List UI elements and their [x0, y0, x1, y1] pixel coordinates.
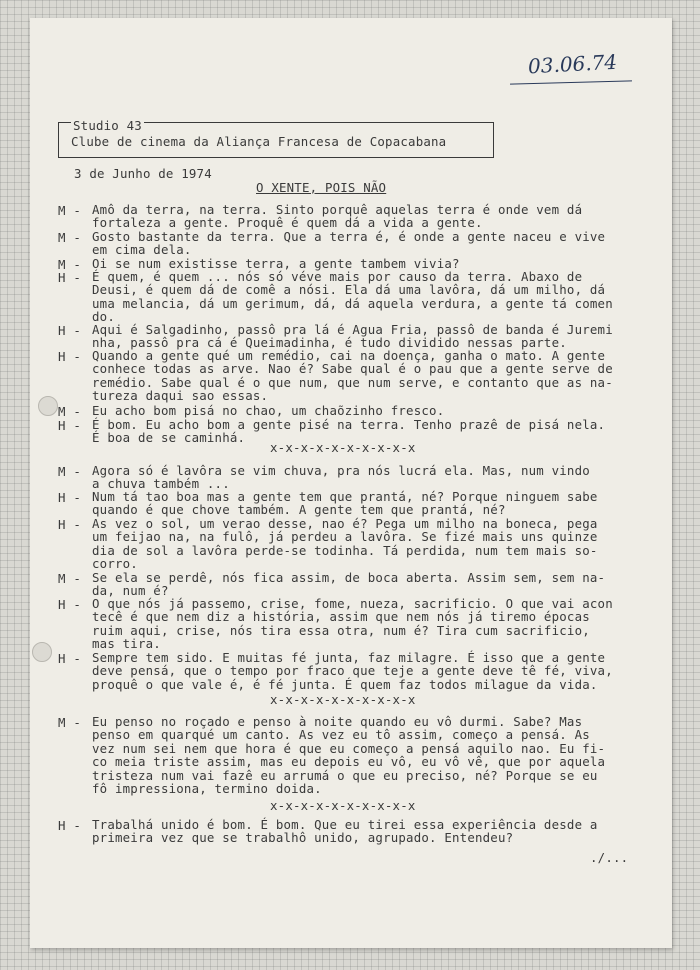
- speaker-label: H -: [58, 818, 81, 833]
- transcript-line: fô impressiona, termino doida.: [92, 781, 322, 796]
- transcript-line: tristeza num vai fazê eu arrumá o que eu preciso, né? Porque se eu: [92, 767, 598, 783]
- transcript-line: Gosto bastante da terra. Que a terra é, é onde a gente naceu e vive: [92, 229, 606, 244]
- transcript-line: Aqui é Salgadinho, passô pra lá é Agua Fria, passô de banda é Juremi: [92, 322, 613, 337]
- speaker-label: M -: [58, 203, 81, 218]
- punch-hole: [32, 642, 52, 662]
- transcript-line: tecê é que nem diz a história, assim que nem nós já tiremo épocas: [92, 609, 590, 625]
- speaker-label: M -: [58, 571, 81, 586]
- transcript-line: Quando a gente qué um remédio, cai na doença, ganha o mato. A gente: [92, 348, 606, 363]
- continuation-mark: ./...: [590, 850, 629, 865]
- transcript-line: Trabalhá unido é bom. É bom. Que eu tirei essa experiência desde a: [92, 817, 598, 832]
- club-name: Clube de cinema da Aliança Francesa de Copacabana: [71, 134, 447, 149]
- transcript-line: primeira vez que se trabalhô unido, agrupado. Entendeu?: [92, 830, 514, 846]
- header-box: [58, 118, 494, 158]
- transcript-line: As vez o sol, um verao desse, nao é? Pega um milho na boneca, pega: [92, 516, 598, 531]
- transcript-line: nha, passô pra cá é Queimadinha, é tudo dividido nessas parte.: [92, 335, 567, 351]
- transcript-line: Num tá tao boa mas a gente tem que prantá, né? Porque ninguem sabe: [92, 489, 598, 504]
- transcript-line: Sempre tem sido. E muitas fé junta, faz milagre. É isso que a gente: [92, 650, 606, 665]
- transcript-line: É bom. Eu acho bom a gente pisé na terra. Tenho prazê de pisá nela.: [92, 417, 606, 432]
- speaker-label: H -: [58, 270, 81, 285]
- transcript-line: uma melancia, dá um gerimum, dá, dá aquela verdura, a gente tá comen: [92, 295, 613, 311]
- transcript-line: tureza daqui sao essas.: [92, 388, 269, 404]
- transcript-line: em cima dela.: [92, 242, 192, 258]
- speaker-label: H -: [58, 651, 81, 666]
- transcript-line: mas tira.: [92, 636, 161, 652]
- transcript-line: Se ela se perdê, nós fica assim, de boca aberta. Assim sem, sem na-: [92, 570, 606, 585]
- speaker-label: H -: [58, 349, 81, 364]
- speaker-label: M -: [58, 715, 81, 730]
- transcript-line: corro.: [92, 556, 138, 572]
- transcript-line: proquê o que vale é, é fé junta. É quem faz todos milague da vida.: [92, 676, 598, 692]
- handwritten-date: 03.06.74: [527, 49, 618, 79]
- transcript-line: ruim aqui, crise, nós tira essa otra, num é? Tira cum sacrificio,: [92, 622, 590, 638]
- transcript-line: dia de sol a lavôra perde-se todinha. Tá perdida, num tem mais so-: [92, 542, 598, 558]
- section-separator: x-x-x-x-x-x-x-x-x-x: [270, 692, 416, 707]
- punch-hole: [38, 396, 58, 416]
- section-separator: x-x-x-x-x-x-x-x-x-x: [270, 798, 416, 813]
- transcript-line: fortaleza a gente. Proquê é quem dá a vida a gente.: [92, 215, 483, 231]
- document-date: 3 de Junho de 1974: [74, 166, 212, 181]
- transcript-line: quando é que chove também. A gente tem que prantá, né?: [92, 502, 506, 518]
- transcript-line: conhece todas as arve. Nao é? Sabe qual é o pau que a gente serve de: [92, 361, 613, 377]
- speaker-label: H -: [58, 597, 81, 612]
- transcript-line: O que nós já passemo, crise, fome, nueza, sacrificio. O que vai acon: [92, 596, 613, 611]
- speaker-label: M -: [58, 257, 81, 272]
- transcript-line: penso em quarqué um canto. As vez eu tô assim, começo a pensá. As: [92, 727, 590, 743]
- transcript-line: do.: [92, 309, 115, 325]
- transcript-line: a chuva também ...: [92, 476, 230, 492]
- transcript-line: Agora só é lavôra se vim chuva, pra nós lucrá ela. Mas, num vindo: [92, 463, 590, 478]
- speaker-label: H -: [58, 323, 81, 338]
- document-title: O XENTE, POIS NÃO: [256, 180, 387, 195]
- transcript-line: vez num sei nem que hora é que eu começo a pensá aquilo nao. Eu fi-: [92, 740, 606, 756]
- transcript-line: Eu penso no roçado e penso à noite quando eu vô durmi. Sabe? Mas: [92, 714, 583, 729]
- transcript-line: Amô da terra, na terra. Sinto porquê aquelas terra é onde vem dá: [92, 202, 583, 217]
- section-separator: x-x-x-x-x-x-x-x-x-x: [270, 440, 416, 455]
- transcript-line: É boa de se caminhá.: [92, 430, 246, 446]
- transcript-line: co meia triste assim, mas eu depois eu vô, eu vô vê, que por aquela: [92, 754, 606, 770]
- transcript-line: deve pensá, que o tempo por fraco que teje a gente deve tê fé, viva,: [92, 663, 613, 679]
- transcript-line: Eu acho bom pisá no chao, um chaõzinho fresco.: [92, 403, 445, 418]
- studio-name: Studio 43: [73, 118, 142, 133]
- speaker-label: H -: [58, 517, 81, 532]
- speaker-label: H -: [58, 418, 81, 433]
- speaker-label: M -: [58, 404, 81, 419]
- transcript-line: da, num é?: [92, 583, 169, 599]
- transcript-line: Oi se num existisse terra, a gente tambem vivia?: [92, 256, 460, 271]
- transcript-line: um feijao na, na fulô, já perdeu a lavôra. Se fizé mais uns quinze: [92, 529, 598, 545]
- transcript-line: remédio. Sabe qual é o que num, que num serve, e contanto que as na-: [92, 374, 613, 390]
- transcript-line: É quem, é quem ... nós só véve mais por causo da terra. Abaxo de: [92, 269, 583, 284]
- speaker-label: M -: [58, 464, 81, 479]
- speaker-label: H -: [58, 490, 81, 505]
- speaker-label: M -: [58, 230, 81, 245]
- transcript-line: Deusi, é quem dá de comê a nósi. Ela dá uma lavôra, dá um milho, dá: [92, 282, 606, 298]
